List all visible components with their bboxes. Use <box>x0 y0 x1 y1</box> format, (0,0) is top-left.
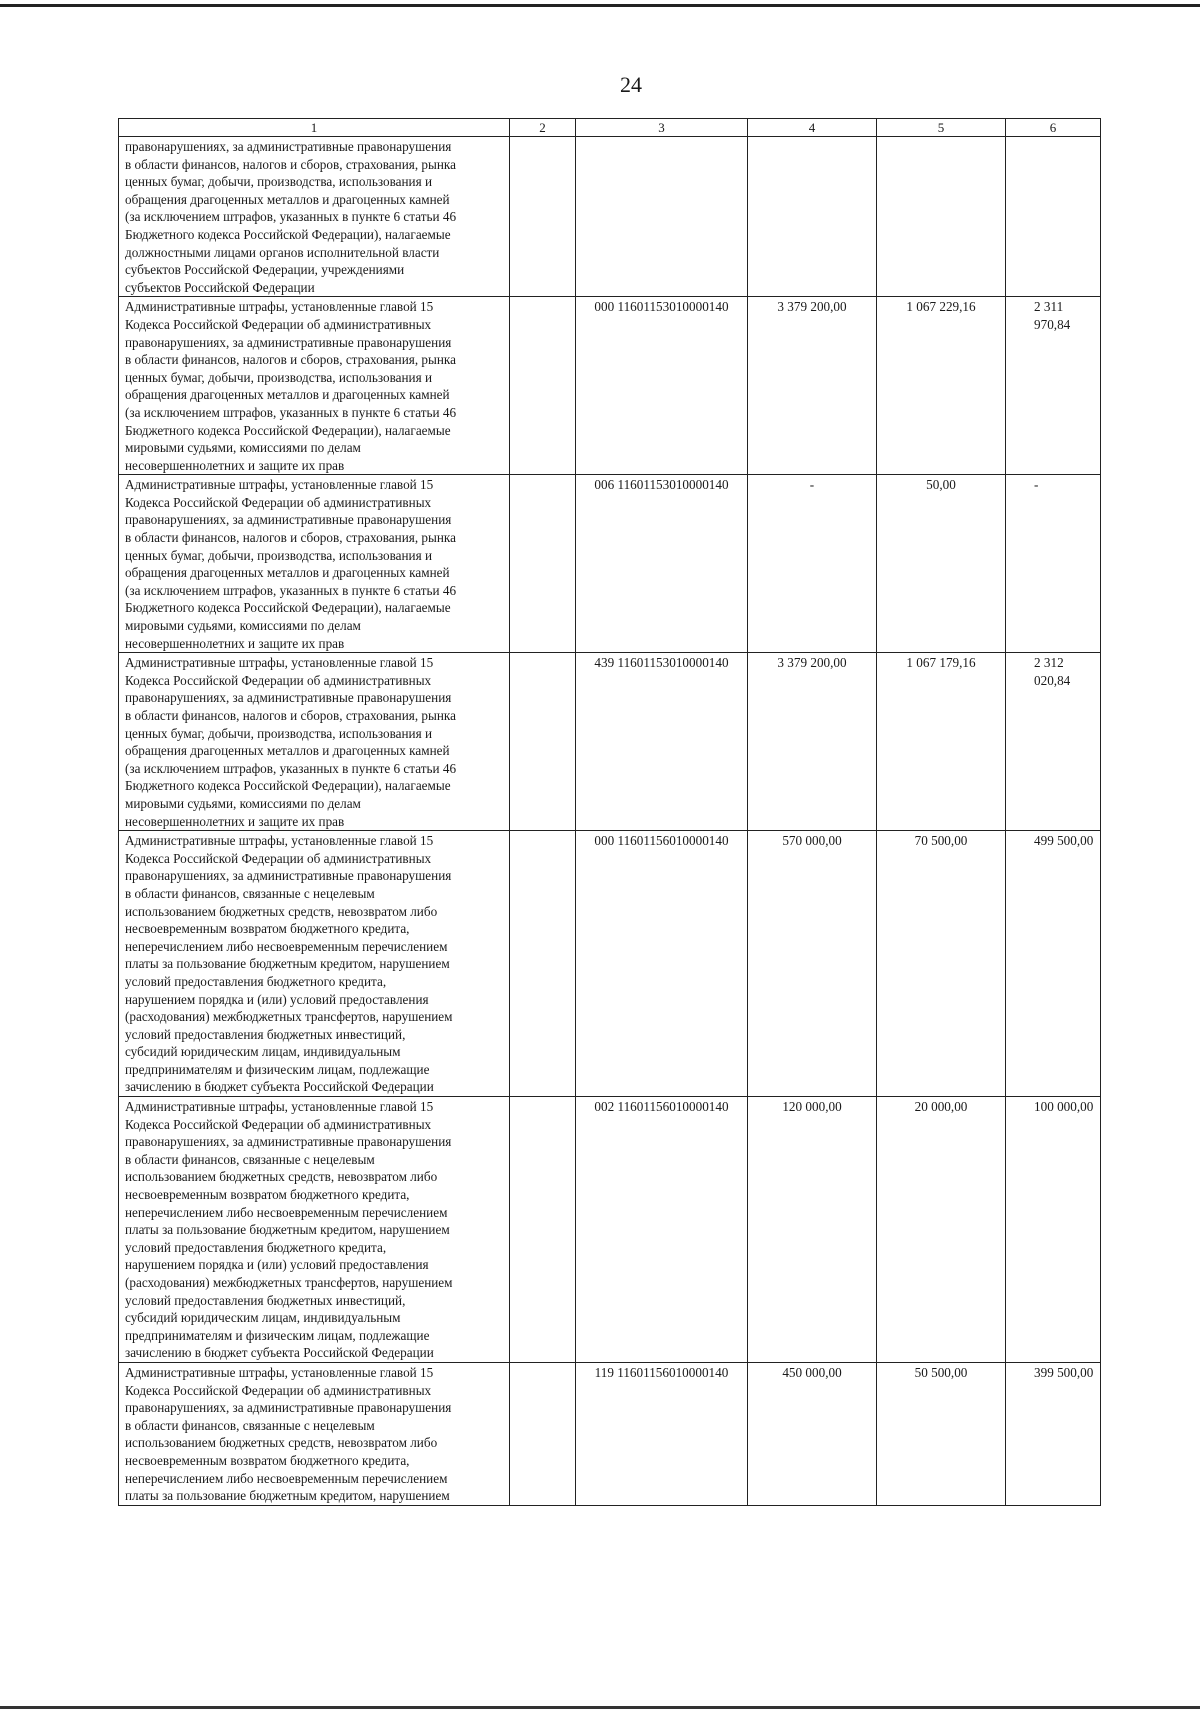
column-header-2: 2 <box>510 119 576 137</box>
table-row <box>119 137 1101 297</box>
description-line: использованием бюджетных средств, невозвратом либо <box>125 1169 438 1185</box>
revenue-code-cell <box>576 137 748 297</box>
description-line: в области финансов, связанные с нецелевым <box>125 885 375 901</box>
table-row <box>119 831 1101 1097</box>
column-header-6: 6 <box>1006 119 1101 137</box>
row-description <box>119 653 510 831</box>
table-row <box>119 297 1101 475</box>
description-line: мировыми судьями, комиссиями по делам <box>125 795 361 811</box>
description-line: Бюджетного кодекса Российской Федерации), налагаемые <box>125 600 451 616</box>
description-line: правонарушениях, за административные правонарушения <box>125 1134 452 1150</box>
description-line: условий предоставления бюджетного кредита, <box>125 1239 387 1255</box>
row-description <box>119 475 510 653</box>
description-line: использованием бюджетных средств, невозвратом либо <box>125 1435 438 1451</box>
description-line: обращения драгоценных металлов и драгоценных камней <box>125 191 450 207</box>
executed-amount-cell <box>877 137 1006 297</box>
table-row <box>119 475 1101 653</box>
description-line: в области финансов, налогов и сборов, страхования, рынка <box>125 156 456 172</box>
description-line: мировыми судьями, комиссиями по делам <box>125 618 361 634</box>
executed-amount-cell: 1 067 229,16 <box>877 297 1006 475</box>
unexecuted-amount-cell: 2 311 970,84 <box>1006 297 1101 475</box>
description-line: Кодекса Российской Федерации об административных <box>125 1116 432 1132</box>
approved-amount-cell: 570 000,00 <box>748 831 877 1097</box>
description-line: (за исключением штрафов, указанных в пункте 6 статьи 46 <box>125 404 457 420</box>
column-2-cell <box>510 137 576 297</box>
description-line: должностными лицами органов исполнительной власти <box>125 244 440 260</box>
column-header-3: 3 <box>576 119 748 137</box>
description-line: условий предоставления бюджетного кредита, <box>125 973 387 989</box>
table-row <box>119 1097 1101 1363</box>
description-line: Административные штрафы, установленные главой 15 <box>125 1364 434 1380</box>
description-line: ценных бумаг, добычи, производства, использования и <box>125 174 433 190</box>
page-number: 24 <box>620 72 642 97</box>
approved-amount-cell: - <box>748 475 877 653</box>
description-line: несвоевременным возвратом бюджетного кредита, <box>125 1452 410 1468</box>
description-line: в области финансов, налогов и сборов, страхования, рынка <box>125 708 456 723</box>
description-line: ценных бумаг, добычи, производства, использования и <box>125 369 433 385</box>
description-line: условий предоставления бюджетных инвестиций, <box>125 1026 406 1042</box>
description-line: обращения драгоценных металлов и драгоценных камней <box>125 565 450 581</box>
description-line: Кодекса Российской Федерации об административных <box>125 1382 432 1398</box>
description-line: зачислению в бюджет субъекта Российской Федерации <box>125 1079 434 1095</box>
description-line: платы за пользование бюджетным кредитом, нарушением <box>125 1488 450 1504</box>
unexecuted-amount-cell: 2 312 020,84 <box>1006 653 1101 831</box>
column-2-cell <box>510 831 576 1097</box>
description-line: (расходования) межбюджетных трансфертов, нарушением <box>125 1275 453 1290</box>
executed-amount-cell: 20 000,00 <box>877 1097 1006 1363</box>
description-line: правонарушениях, за административные правонарушения <box>125 690 452 706</box>
revenue-code-cell: 439 11601153010000140 <box>576 653 748 831</box>
description-line: обращения драгоценных металлов и драгоценных камней <box>125 743 450 759</box>
description-line: несовершеннолетних и защите их прав <box>125 457 345 473</box>
description-line: Кодекса Российской Федерации об административных <box>125 672 432 688</box>
executed-amount-cell: 50 500,00 <box>877 1362 1006 1505</box>
description-line: Бюджетного кодекса Российской Федерации), налагаемые <box>125 778 451 794</box>
row-description <box>119 1362 510 1505</box>
description-line: (за исключением штрафов, указанных в пункте 6 статьи 46 <box>125 582 457 598</box>
description-line: ценных бумаг, добычи, производства, использования и <box>125 725 433 741</box>
description-line: условий предоставления бюджетных инвестиций, <box>125 1292 406 1308</box>
description-line: несовершеннолетних и защите их прав <box>125 635 345 651</box>
description-line: Административные штрафы, установленные главой 15 <box>125 477 434 493</box>
description-line: Кодекса Российской Федерации об административных <box>125 316 432 332</box>
row-description <box>119 831 510 1097</box>
description-line: правонарушениях, за административные правонарушения <box>125 1400 452 1416</box>
description-line: неперечислением либо несвоевременным перечислением <box>125 938 448 954</box>
column-header-5: 5 <box>877 119 1006 137</box>
description-line: Бюджетного кодекса Российской Федерации), налагаемые <box>125 422 451 438</box>
description-line: Бюджетного кодекса Российской Федерации), налагаемые <box>125 226 451 242</box>
description-line: платы за пользование бюджетным кредитом, нарушением <box>125 956 450 972</box>
column-2-cell <box>510 475 576 653</box>
executed-amount-cell: 1 067 179,16 <box>877 653 1006 831</box>
column-2-cell <box>510 1362 576 1505</box>
description-line: нарушением порядка и (или) условий предоставления <box>125 1257 429 1273</box>
approved-amount-cell: 3 379 200,00 <box>748 297 877 475</box>
row-description <box>119 297 510 475</box>
revenue-code-cell: 119 11601156010000140 <box>576 1362 748 1505</box>
description-line: (за исключением штрафов, указанных в пункте 6 статьи 46 <box>125 209 457 225</box>
description-line: зачислению в бюджет субъекта Российской Федерации <box>125 1345 434 1361</box>
description-line: неперечислением либо несвоевременным перечислением <box>125 1204 448 1220</box>
description-line: в области финансов, связанные с нецелевым <box>125 1151 375 1167</box>
description-line: мировыми судьями, комиссиями по делам <box>125 440 361 456</box>
unexecuted-amount-cell: 100 000,00 <box>1006 1097 1101 1363</box>
description-line: несовершеннолетних и защите их прав <box>125 813 345 829</box>
unexecuted-amount-cell: 399 500,00 <box>1006 1362 1101 1505</box>
description-line: правонарушениях, за административные правонарушения <box>125 512 452 528</box>
executed-amount-cell: 50,00 <box>877 475 1006 653</box>
description-line: в области финансов, налогов и сборов, страхования, рынка <box>125 352 456 368</box>
description-line: субъектов Российской Федерации, учреждениями <box>125 262 405 278</box>
description-line: платы за пользование бюджетным кредитом, нарушением <box>125 1222 450 1238</box>
column-2-cell <box>510 297 576 475</box>
approved-amount-cell: 120 000,00 <box>748 1097 877 1363</box>
description-line: правонарушениях, за административные правонарушения <box>125 334 452 350</box>
description-line: Административные штрафы, установленные главой 15 <box>125 833 434 849</box>
column-2-cell <box>510 653 576 831</box>
approved-amount-cell: 450 000,00 <box>748 1362 877 1505</box>
column-header-1: 1 <box>119 119 510 137</box>
description-line: обращения драгоценных металлов и драгоценных камней <box>125 387 450 403</box>
row-description <box>119 137 510 297</box>
revenue-code-cell: 000 11601153010000140 <box>576 297 748 475</box>
revenue-code-cell: 006 11601153010000140 <box>576 475 748 653</box>
description-line: несвоевременным возвратом бюджетного кредита, <box>125 1187 410 1203</box>
description-line: Административные штрафы, установленные главой 15 <box>125 1099 434 1115</box>
description-line: правонарушениях, за административные правонарушения <box>125 139 452 154</box>
row-description <box>119 1097 510 1363</box>
description-line: субсидий юридическим лицам, индивидуальным <box>125 1310 401 1326</box>
description-line: использованием бюджетных средств, невозвратом либо <box>125 903 438 919</box>
description-line: субсидий юридическим лицам, индивидуальным <box>125 1044 401 1060</box>
description-line: Административные штрафы, установленные главой 15 <box>125 655 434 671</box>
description-line: в области финансов, связанные с нецелевым <box>125 1417 375 1433</box>
description-line: Кодекса Российской Федерации об административных <box>125 850 432 866</box>
column-header-4: 4 <box>748 119 877 137</box>
description-line: (за исключением штрафов, указанных в пункте 6 статьи 46 <box>125 760 457 776</box>
description-line: в области финансов, налогов и сборов, страхования, рынка <box>125 530 456 546</box>
revenue-table <box>118 118 1101 1506</box>
description-line: несвоевременным возвратом бюджетного кредита, <box>125 921 410 937</box>
column-2-cell <box>510 1097 576 1363</box>
approved-amount-cell <box>748 137 877 297</box>
approved-amount-cell: 3 379 200,00 <box>748 653 877 831</box>
description-line: правонарушениях, за административные правонарушения <box>125 868 452 884</box>
revenue-code-cell: 000 11601156010000140 <box>576 831 748 1097</box>
description-line: субъектов Российской Федерации <box>125 279 315 295</box>
bottom-scan-border <box>0 1706 1200 1709</box>
description-line: неперечислением либо несвоевременным перечислением <box>125 1470 448 1486</box>
description-line: Административные штрафы, установленные главой 15 <box>125 299 434 315</box>
unexecuted-amount-cell: 499 500,00 <box>1006 831 1101 1097</box>
description-line: предпринимателям и физическим лицам, подлежащие <box>125 1327 430 1343</box>
unexecuted-amount-cell <box>1006 137 1101 297</box>
column-number-row <box>119 119 1101 137</box>
description-line: Кодекса Российской Федерации об административных <box>125 494 432 510</box>
revenue-code-cell: 002 11601156010000140 <box>576 1097 748 1363</box>
description-line: нарушением порядка и (или) условий предоставления <box>125 991 429 1007</box>
unexecuted-amount-cell: - <box>1006 475 1101 653</box>
top-scan-border <box>0 4 1200 7</box>
table-row <box>119 653 1101 831</box>
executed-amount-cell: 70 500,00 <box>877 831 1006 1097</box>
table-row <box>119 1362 1101 1505</box>
description-line: (расходования) межбюджетных трансфертов, нарушением <box>125 1009 453 1025</box>
description-line: ценных бумаг, добычи, производства, использования и <box>125 547 433 563</box>
description-line: предпринимателям и физическим лицам, подлежащие <box>125 1061 430 1077</box>
